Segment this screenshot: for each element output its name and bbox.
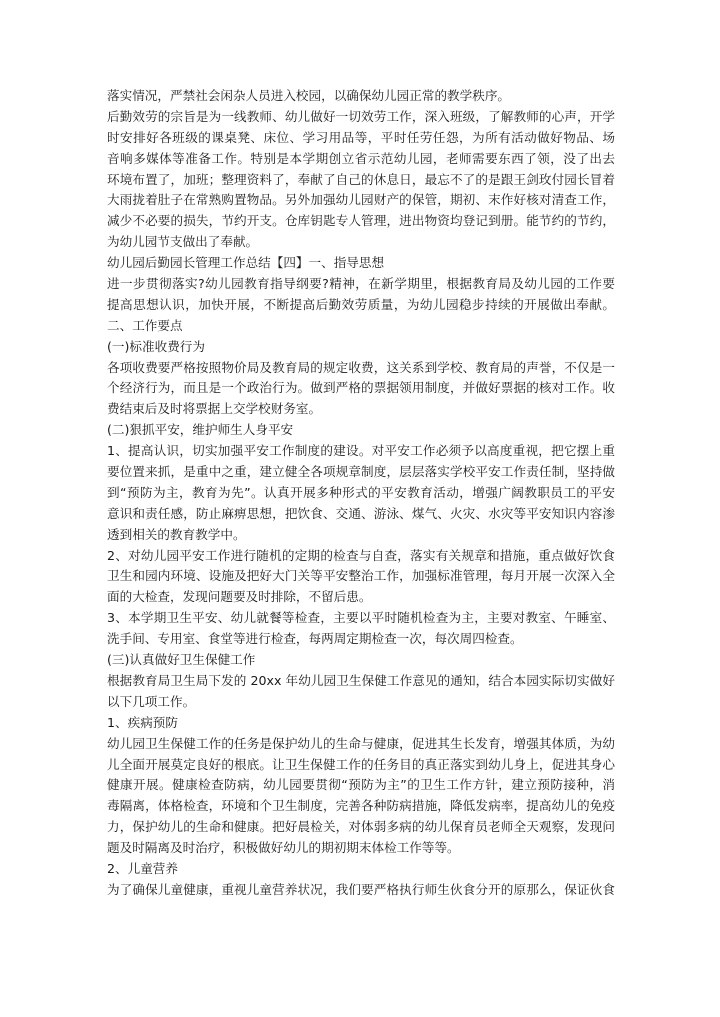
text-line: 以下几项工作。 xyxy=(107,693,196,709)
text-line: 3、本学期卫生平安、幼儿就餐等检查，主要以平时随机检查为主，主要对教室、午睡室、 xyxy=(107,610,615,626)
text-line: 2、儿童营养 xyxy=(107,860,178,876)
text-line: (二)狠抓平安，维护师生人身平安 xyxy=(107,422,294,438)
text-line: 大雨拢着肚子在常熟购置物品。另外加强幼儿园财产的保管，期初、末作好核对清查工作， xyxy=(107,192,615,208)
text-line: 卫生和园内环境、设施及把好大门关等平安整治工作，加强标准管理，每月开展一次深入全 xyxy=(107,568,615,584)
text-line: 提高思想认识，加快开展，不断提高后勤效劳质量，为幼儿园稳步持续的开展做出奉献。 xyxy=(107,296,615,312)
text-line: (一)标准收费行为 xyxy=(107,338,205,354)
text-line: 洗手间、专用室、食堂等进行检查，每两周定期检查一次，每次周四检查。 xyxy=(107,631,523,647)
text-line: 2、对幼儿园平安工作进行随机的定期的检查与自查，落实有关规章和措施，重点做好饮食 xyxy=(107,547,615,563)
text-line: 要位置来抓，是重中之重，建立健全各项规章制度，层层落实学校平安工作责任制，坚持做 xyxy=(107,464,615,480)
text-line: 时安排好各班级的课桌凳、床位、学习用品等，平时任劳任怨，为所有活动做好物品、场 xyxy=(107,129,615,145)
text-line: 幼儿园后勤园长管理工作总结【四】一、指导思想 xyxy=(107,255,385,271)
text-line: 音响多媒体等准备工作。特别是本学期创立省示范幼儿园，老师需要东西了领，没了出去 xyxy=(107,150,615,166)
text-line: 1、提高认识，切实加强平安工作制度的建设。对平安工作必须予以高度重视，把它摆上重 xyxy=(107,443,615,459)
text-line: 力，保护幼儿的生命和健康。把好晨检关，对体弱多病的幼儿保育员老师全天观察，发现问 xyxy=(107,819,615,835)
text-line: 个经济行为，而且是一个政治行为。做到严格的票据领用制度，并做好票据的核对工作。收 xyxy=(107,380,615,396)
text-line: 毒隔离，体格检查，环境和个卫生制度，完善各种防病措施，降低发病率，提高幼儿的免疫 xyxy=(107,798,615,814)
text-line: 进一步贯彻落实?幼儿园教育指导纲要?精神，在新学期里，根据教育局及幼儿园的工作要 xyxy=(107,276,615,292)
text-line: 费结束后及时将票据上交学校财务室。 xyxy=(107,401,322,417)
text-line: 到“预防为主，教育为先”。认真开展多种形式的平安教育活动，增强广阔教职员工的平安 xyxy=(107,484,615,500)
text-line: 面的大检查，发现问题要及时排除，不留后患。 xyxy=(107,589,372,605)
text-line: 题及时隔离及时治疗，积极做好幼儿的期初期末体检工作等等。 xyxy=(107,840,460,856)
text-line: 根据教育局卫生局下发的 20xx 年幼儿园卫生保健工作意见的通知，结合本园实际切实做好 xyxy=(107,672,615,688)
text-line: 幼儿园卫生保健工作的任务是保护幼儿的生命与健康，促进其生长发育，增强其体质，为幼 xyxy=(107,735,615,751)
text-line: (三)认真做好卫生保健工作 xyxy=(107,652,256,668)
text-line: 为幼儿园节支做出了奉献。 xyxy=(107,234,259,250)
text-line: 健康开展。健康检查防病，幼儿园要贯彻“预防为主”的卫生工作方针，建立预防接种，消 xyxy=(107,777,615,793)
text-line: 环境布置了，加班；整理资料了，奉献了自己的休息日，最忘不了的是跟王剑玫付园长冒着 xyxy=(107,171,615,187)
document-body xyxy=(107,86,615,901)
text-line: 儿全面开展莫定良好的根底。让卫生保健工作的任务目的真正落实到幼儿身上，促进其身心 xyxy=(107,756,615,772)
text-line: 透到相关的教育教学中。 xyxy=(107,526,246,542)
text-line: 二、工作要点 xyxy=(107,317,183,333)
text-line: 为了确保儿童健康，重视儿童营养状况，我们要严格执行师生伙食分开的原那么，保证伙食 xyxy=(107,881,615,897)
text-line: 1、疾病预防 xyxy=(107,714,178,730)
text-line: 减少不必要的损失，节约开支。仓库钥匙专人管理，进出物资均登记到册。能节约的节约， xyxy=(107,213,615,229)
text-line: 落实情况，严禁社会闲杂人员进入校园，以确保幼儿园正常的教学秩序。 xyxy=(107,88,510,103)
text-line: 各项收费要严格按照物价局及教育局的规定收费，这关系到学校、教育局的声誉，不仅是一 xyxy=(107,359,615,375)
text-line: 后勤效劳的宗旨是为一线教师、幼儿做好一切效劳工作，深入班级，了解教师的心声，开学 xyxy=(107,108,615,124)
text-line: 意识和责任感，防止麻痹思想，把饮食、交通、游泳、煤气、火灾、水灾等平安知识内容渗 xyxy=(107,505,615,521)
